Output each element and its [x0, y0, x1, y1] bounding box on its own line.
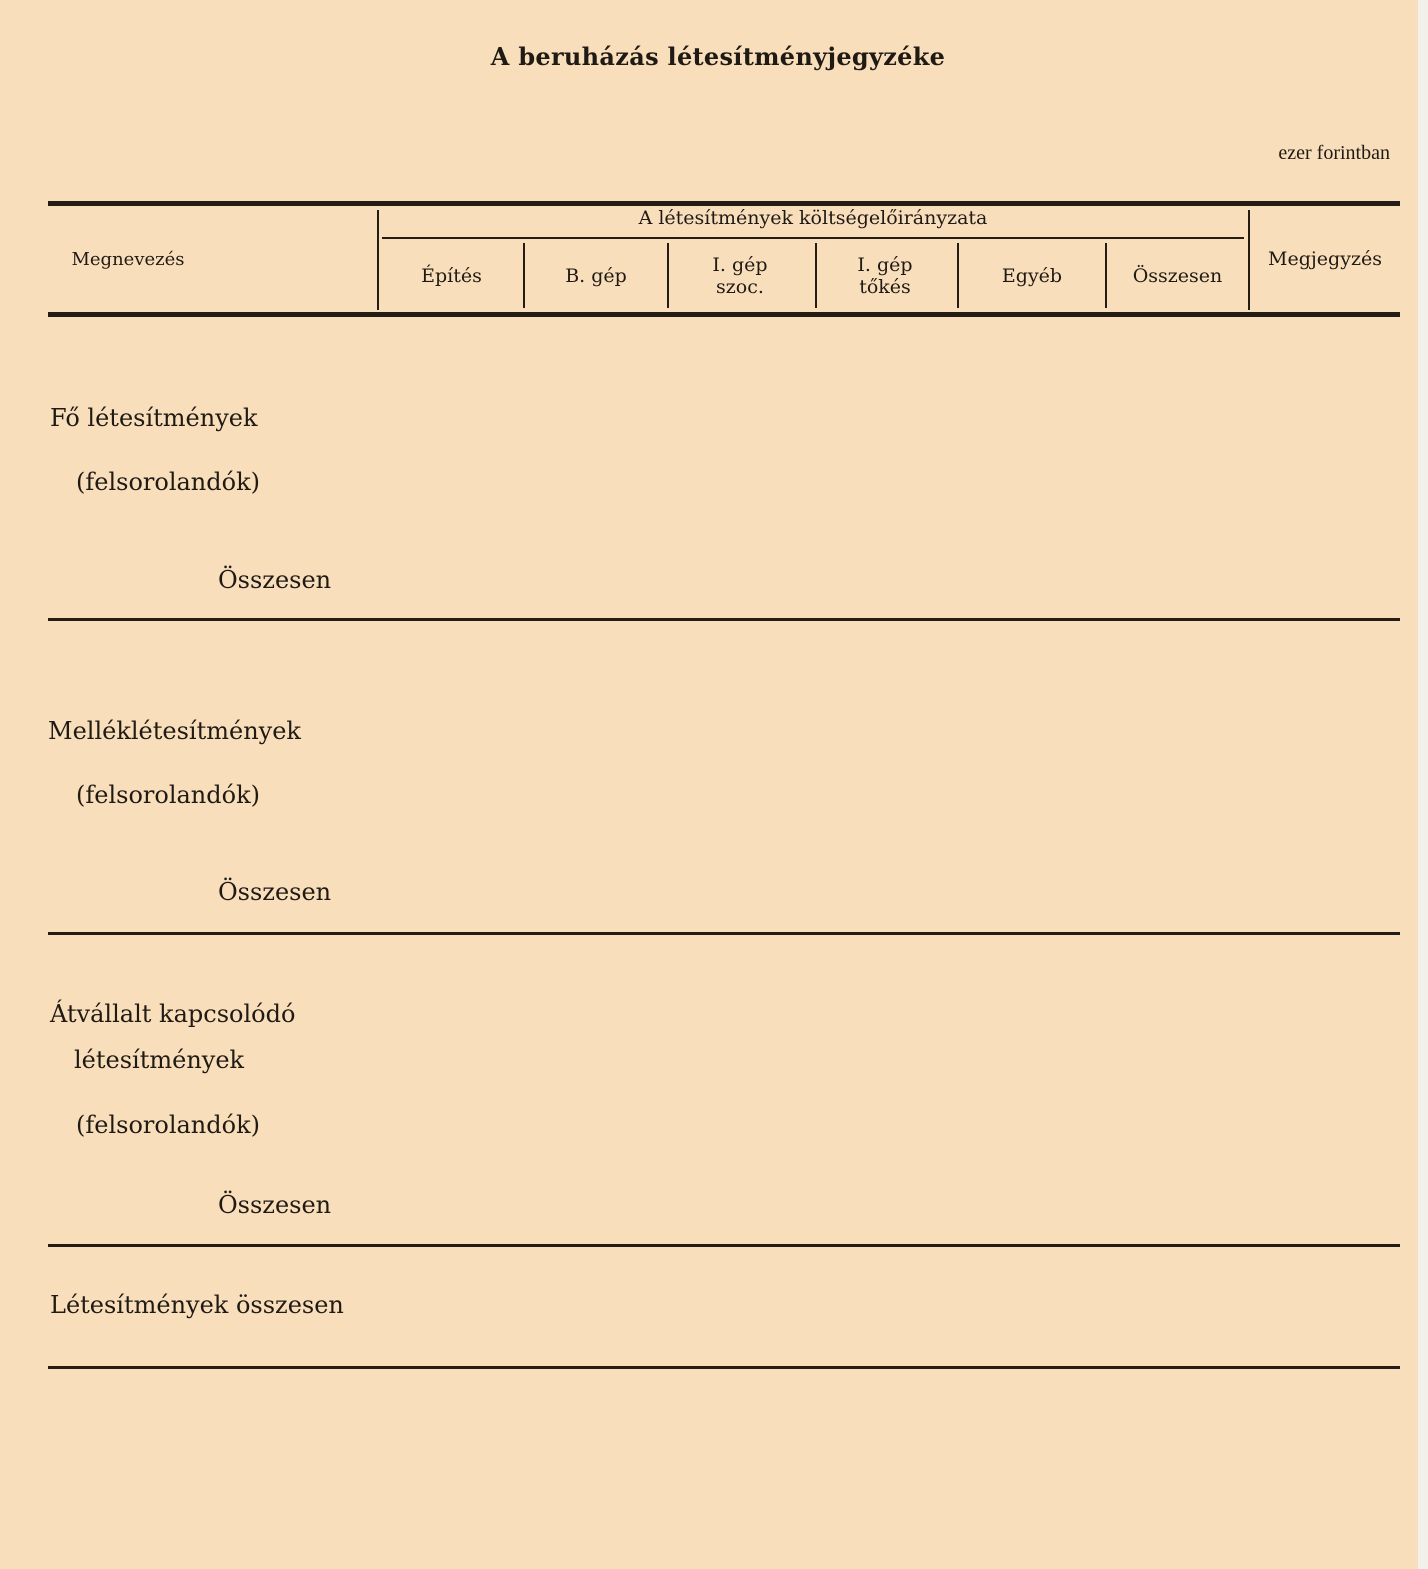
main-facilities-total: Összesen [218, 566, 332, 594]
main-facilities-note: (felsorolandók) [76, 468, 260, 496]
col-divider-2 [667, 243, 669, 308]
taken-over-section-rule [48, 1244, 1400, 1247]
main-section-rule [48, 618, 1400, 621]
taken-over-total: Összesen [218, 1191, 332, 1219]
header-top-rule [48, 201, 1400, 206]
cost-group-rule [382, 237, 1244, 239]
form-title: A beruházás létesítményjegyzéke [490, 42, 946, 71]
header-cost-group: A létesítmények költségelőirányzata [638, 207, 988, 229]
header-divider-name [377, 210, 379, 310]
main-facilities-heading: Fő létesítmények [50, 404, 258, 432]
header-name-col: Megnevezés [71, 249, 185, 270]
aux-facilities-heading: Melléklétesítmények [48, 717, 301, 745]
aux-facilities-total: Összesen [218, 878, 332, 906]
grand-total-label: Létesítmények összesen [50, 1291, 344, 1319]
header-notes-col: Megjegyzés [1268, 248, 1382, 270]
taken-over-heading-line1: Átvállalt kapcsolódó [50, 1000, 296, 1028]
header-col-b-machine: B. gép [565, 265, 627, 287]
page-edge [1418, 0, 1428, 1569]
aux-facilities-note: (felsorolandók) [76, 781, 260, 809]
aux-section-rule [48, 932, 1400, 935]
header-divider-notes [1248, 210, 1250, 310]
unit-label: ezer forintban [1278, 142, 1390, 164]
header-col-i-machine-soc: I. gép szoc. [712, 254, 768, 298]
taken-over-note: (felsorolandók) [76, 1111, 260, 1139]
col-divider-3 [815, 243, 817, 308]
header-bottom-rule [48, 312, 1400, 317]
header-col-i-machine-cap: I. gép tőkés [857, 254, 913, 298]
header-col-construction: Építés [421, 265, 482, 287]
taken-over-heading-line2: létesítmények [74, 1046, 245, 1074]
header-col-other: Egyéb [1001, 265, 1063, 287]
header-col-total: Összesen [1132, 265, 1223, 287]
grand-total-rule [48, 1366, 1400, 1369]
